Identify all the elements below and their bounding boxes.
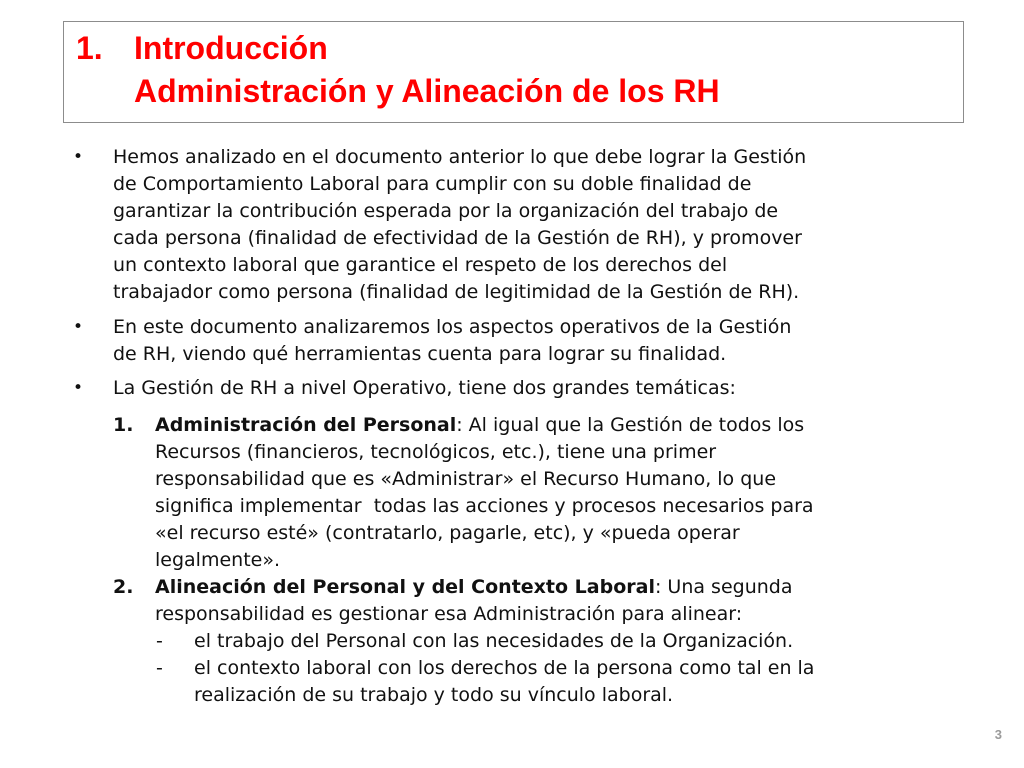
subitem-2-line-2: realización de su trabajo y todo su vínculo laboral. xyxy=(194,684,674,706)
bullet-symbol: • xyxy=(73,378,84,398)
item-number: 1. xyxy=(113,414,134,436)
item-1-line-5: «el recurso esté» (contratarlo, pagarle, etc), y «pueda operar xyxy=(155,522,740,544)
item-2-text: : Una segunda xyxy=(654,576,793,598)
title-box xyxy=(63,21,964,123)
title-text-1: Introducción xyxy=(134,30,328,66)
item-number: 2. xyxy=(113,576,134,598)
bullet-1-line-4: cada persona (finalidad de efectividad de la Gestión de RH), y promover xyxy=(113,227,802,249)
item-1-line-1 xyxy=(155,412,804,439)
bullet-1-line-5: un contexto laboral que garantice el respeto de los derechos del xyxy=(113,254,728,276)
bullet-1-line-1: Hemos analizado en el documento anterior lo que debe lograr la Gestión xyxy=(113,146,807,168)
item-1-line-2: Recursos (financieros, tecnológicos, etc.), tiene una primer xyxy=(155,441,717,463)
item-1-line-3: responsabilidad que es «Administrar» el Recurso Humano, lo que xyxy=(155,468,777,490)
slide-title-line-2: Administración y Alineación de los RH xyxy=(134,73,720,109)
dash-symbol: - xyxy=(156,630,163,652)
bullet-1-line-2: de Comportamiento Laboral para cumplir con su doble finalidad de xyxy=(113,173,752,195)
bullet-symbol: • xyxy=(73,147,84,167)
bullet-1-line-3: garantizar la contribución esperada por la organización del trabajo de xyxy=(113,200,779,222)
slide-title-line-1 xyxy=(76,30,328,66)
bullet-symbol: • xyxy=(73,317,84,337)
bullet-3-line-1: La Gestión de RH a nivel Operativo, tiene dos grandes temáticas: xyxy=(113,377,736,399)
item-1-heading: Administración del Personal xyxy=(155,414,457,436)
bullet-1-line-6: trabajador como persona (finalidad de legitimidad de la Gestión de RH). xyxy=(113,281,800,303)
item-1-line-4: significa implementar todas las acciones y procesos necesarios para xyxy=(155,495,814,517)
subitem-2-line-1: el contexto laboral con los derechos de la persona como tal en la xyxy=(194,657,815,679)
title-number: 1. xyxy=(76,30,103,66)
subitem-1-line-1: el trabajo del Personal con las necesidades de la Organización. xyxy=(194,630,794,652)
item-2-heading: Alineación del Personal y del Contexto Laboral xyxy=(155,576,655,598)
page-number: 3 xyxy=(994,727,1002,742)
item-2-line-1 xyxy=(155,574,792,601)
dash-symbol: - xyxy=(156,657,163,679)
item-1-line-6: legalmente». xyxy=(155,549,280,571)
item-1-text: : Al igual que la Gestión de todos los xyxy=(456,414,805,436)
item-2-line-2: responsabilidad es gestionar esa Administración para alinear: xyxy=(155,603,743,625)
bullet-2-line-2: de RH, viendo qué herramientas cuenta para lograr su finalidad. xyxy=(113,343,727,365)
bullet-2-line-1: En este documento analizaremos los aspectos operativos de la Gestión xyxy=(113,316,792,338)
